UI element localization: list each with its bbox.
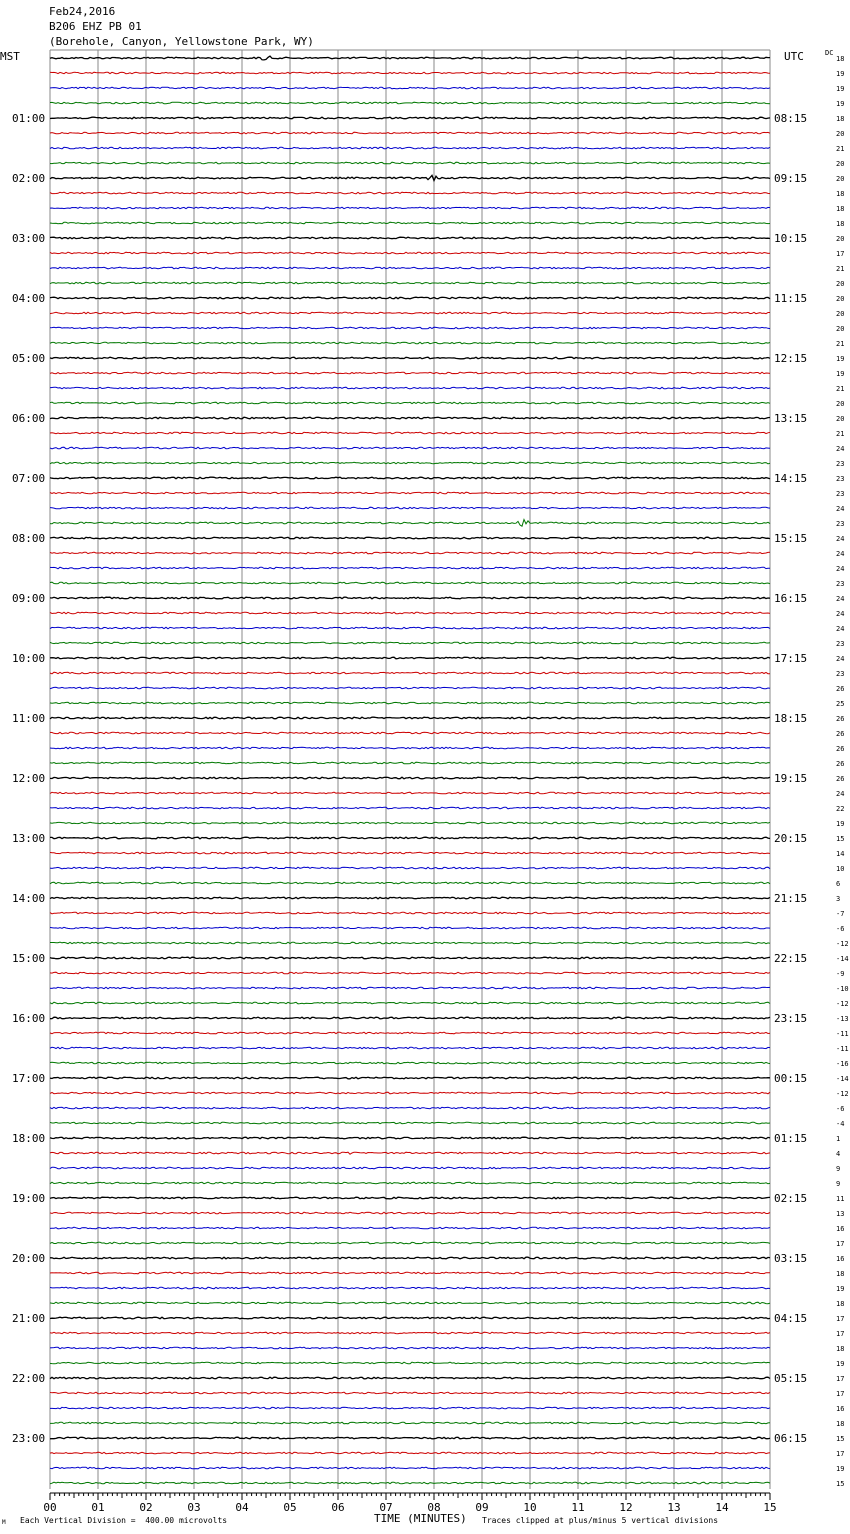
utc-hour-label: 09:15 — [774, 172, 808, 185]
utc-label: UTC — [784, 50, 804, 63]
trace-line — [50, 897, 770, 899]
trace-line — [50, 357, 770, 359]
mst-hour-label: 11:00 — [12, 712, 46, 725]
trace-line — [50, 1257, 770, 1259]
dc-offset-value: -6 — [836, 1105, 845, 1113]
dc-offset-value: 18 — [836, 1270, 845, 1278]
dc-offset-value: 23 — [836, 670, 845, 678]
trace-line — [50, 597, 770, 599]
dc-offset-value: 23 — [836, 580, 845, 588]
dc-offset-value: 23 — [836, 520, 845, 528]
mst-hour-label: 18:00 — [12, 1132, 46, 1145]
x-tick-label: 10 — [523, 1501, 537, 1514]
utc-hour-label: 08:15 — [774, 112, 808, 125]
trace-line — [50, 1047, 770, 1049]
trace-line — [50, 1137, 770, 1139]
trace-line — [50, 552, 770, 554]
mst-hour-label: 06:00 — [12, 412, 46, 425]
trace-line — [50, 1227, 770, 1229]
dc-offset-value: 1 — [836, 1135, 841, 1143]
station-code: B206 EHZ PB 01 — [49, 20, 142, 33]
x-tick-label: 04 — [235, 1501, 249, 1514]
trace-line — [50, 477, 770, 479]
dc-offset-value: 24 — [836, 445, 845, 453]
dc-offset-value: -14 — [836, 1075, 849, 1083]
dc-offset-value: 9 — [836, 1165, 841, 1173]
mst-hour-label: 08:00 — [12, 532, 46, 545]
dc-offset-value: 24 — [836, 655, 845, 663]
x-tick-label: 14 — [715, 1501, 729, 1514]
dc-offset-value: 23 — [836, 475, 845, 483]
trace-line — [50, 1122, 770, 1124]
trace-line — [50, 927, 770, 929]
trace-line — [50, 1167, 770, 1169]
dc-offset-value: 17 — [836, 1390, 845, 1398]
utc-hour-label: 14:15 — [774, 472, 808, 485]
trace-line — [50, 56, 770, 60]
trace-line — [50, 72, 770, 74]
dc-offset-value: 17 — [836, 1450, 845, 1458]
dc-offset-value: 19 — [836, 820, 845, 828]
trace-line — [50, 222, 770, 224]
dc-offset-value: 18 — [836, 1420, 845, 1428]
dc-offset-value: 24 — [836, 610, 845, 618]
dc-offset-value: 15 — [836, 835, 845, 843]
trace-line — [50, 657, 770, 659]
plot-date: Feb24,2016 — [49, 5, 116, 18]
dc-offset-value: 24 — [836, 505, 845, 513]
clipping-note: Traces clipped at plus/minus 5 vertical divisions — [482, 1516, 719, 1525]
dc-offset-value: 6 — [836, 880, 841, 888]
dc-offset-value: -9 — [836, 970, 845, 978]
mst-hour-label: 20:00 — [12, 1252, 46, 1265]
trace-line — [50, 267, 770, 269]
utc-hour-label: 22:15 — [774, 952, 808, 965]
mst-hour-label: 14:00 — [12, 892, 46, 905]
dc-offset-labels — [836, 55, 849, 1488]
utc-hour-label: 23:15 — [774, 1012, 808, 1025]
dc-offset-value: 22 — [836, 805, 845, 813]
trace-line — [50, 462, 770, 464]
utc-hour-label: 01:15 — [774, 1132, 808, 1145]
trace-line — [50, 447, 770, 449]
trace-line — [50, 342, 770, 344]
dc-offset-value: -4 — [836, 1120, 845, 1128]
mst-hour-label: 10:00 — [12, 652, 46, 665]
trace-line — [50, 282, 770, 284]
mst-hour-label: 05:00 — [12, 352, 46, 365]
trace-line — [50, 777, 770, 779]
trace-line — [50, 792, 770, 794]
utc-hour-label: 06:15 — [774, 1432, 808, 1445]
station-location: (Borehole, Canyon, Yellowstone Park, WY) — [49, 35, 314, 48]
dc-offset-value: -11 — [836, 1030, 849, 1038]
dc-offset-value: 17 — [836, 1375, 845, 1383]
trace-line — [50, 402, 770, 404]
utc-hour-label: 05:15 — [774, 1372, 808, 1385]
trace-line — [50, 852, 770, 854]
dc-offset-value: 21 — [836, 145, 845, 153]
dc-offset-value: 11 — [836, 1195, 845, 1203]
dc-offset-value: 19 — [836, 370, 845, 378]
dc-offset-value: 20 — [836, 160, 845, 168]
dc-offset-value: 20 — [836, 175, 845, 183]
dc-offset-value: 16 — [836, 1255, 845, 1263]
dc-offset-value: 18 — [836, 205, 845, 213]
trace-line — [50, 1422, 770, 1424]
dc-offset-value: -16 — [836, 1060, 849, 1068]
trace-line — [50, 702, 770, 704]
x-tick-label: 09 — [475, 1501, 489, 1514]
dc-offset-value: 20 — [836, 280, 845, 288]
trace-line — [50, 207, 770, 209]
dc-offset-value: 26 — [836, 745, 845, 753]
trace-line — [50, 612, 770, 614]
trace-line — [50, 642, 770, 644]
dc-offset-value: 18 — [836, 115, 845, 123]
dc-offset-value: 15 — [836, 1435, 845, 1443]
dc-offset-value: 19 — [836, 1465, 845, 1473]
dc-offset-value: 24 — [836, 565, 845, 573]
dc-offset-value: -7 — [836, 910, 845, 918]
mst-hour-label: 19:00 — [12, 1192, 46, 1205]
trace-line — [50, 627, 770, 629]
trace-line — [50, 582, 770, 584]
utc-hour-label: 12:15 — [774, 352, 808, 365]
dc-offset-value: 20 — [836, 325, 845, 333]
seismic-traces — [50, 56, 770, 1484]
x-tick-label: 05 — [283, 1501, 297, 1514]
dc-offset-value: 18 — [836, 1300, 845, 1308]
trace-line — [50, 1347, 770, 1349]
trace-line — [50, 1197, 770, 1199]
utc-hour-label: 13:15 — [774, 412, 808, 425]
dc-offset-value: 18 — [836, 190, 845, 198]
utc-hour-label: 02:15 — [774, 1192, 808, 1205]
trace-line — [50, 1377, 770, 1379]
dc-offset-value: 26 — [836, 730, 845, 738]
trace-line — [50, 732, 770, 734]
mst-hour-label: 13:00 — [12, 832, 46, 845]
trace-line — [50, 1032, 770, 1034]
trace-line — [50, 1017, 770, 1019]
dc-offset-value: 26 — [836, 760, 845, 768]
utc-hour-label: 15:15 — [774, 532, 808, 545]
dc-offset-value: -10 — [836, 985, 849, 993]
trace-line — [50, 237, 770, 239]
trace-line — [50, 297, 770, 299]
x-axis — [43, 1493, 776, 1514]
trace-line — [50, 175, 770, 180]
trace-line — [50, 492, 770, 494]
corner-mark: M — [2, 1519, 6, 1526]
trace-line — [50, 1287, 770, 1289]
dc-offset-value: 25 — [836, 700, 845, 708]
trace-line — [50, 867, 770, 869]
mst-hour-label: 22:00 — [12, 1372, 46, 1385]
trace-line — [50, 1302, 770, 1304]
trace-line — [50, 1272, 770, 1274]
dc-offset-value: 19 — [836, 1285, 845, 1293]
dc-label: DC — [825, 49, 834, 57]
dc-offset-value: -12 — [836, 940, 849, 948]
trace-line — [50, 537, 770, 539]
trace-line — [50, 1482, 770, 1484]
dc-offset-value: 24 — [836, 595, 845, 603]
dc-offset-value: 21 — [836, 340, 845, 348]
dc-offset-value: 18 — [836, 1345, 845, 1353]
x-tick-label: 12 — [619, 1501, 633, 1514]
dc-offset-value: 20 — [836, 130, 845, 138]
dc-offset-value: 15 — [836, 1480, 845, 1488]
trace-line — [50, 1182, 770, 1184]
trace-line — [50, 807, 770, 809]
trace-line — [50, 1152, 770, 1154]
dc-offset-value: 24 — [836, 790, 845, 798]
trace-line — [50, 520, 770, 527]
trace-line — [50, 1107, 770, 1109]
dc-offset-value: 17 — [836, 1240, 845, 1248]
trace-line — [50, 507, 770, 509]
mst-hour-label: 15:00 — [12, 952, 46, 965]
dc-offset-value: 21 — [836, 430, 845, 438]
dc-offset-value: 20 — [836, 295, 845, 303]
trace-line — [50, 957, 770, 959]
dc-offset-value: 20 — [836, 310, 845, 318]
trace-line — [50, 672, 770, 674]
trace-line — [50, 132, 770, 134]
trace-line — [50, 1242, 770, 1244]
utc-hour-label: 04:15 — [774, 1312, 808, 1325]
trace-line — [50, 387, 770, 389]
x-tick-label: 02 — [139, 1501, 153, 1514]
trace-line — [50, 192, 770, 194]
utc-hour-label: 11:15 — [774, 292, 808, 305]
trace-line — [50, 1467, 770, 1469]
trace-line — [50, 162, 770, 164]
mst-hour-label: 03:00 — [12, 232, 46, 245]
dc-offset-value: 20 — [836, 415, 845, 423]
trace-line — [50, 1362, 770, 1364]
trace-line — [50, 882, 770, 884]
x-tick-label: 03 — [187, 1501, 201, 1514]
trace-line — [50, 102, 770, 104]
trace-line — [50, 1002, 770, 1004]
utc-hour-label: 21:15 — [774, 892, 808, 905]
mst-hour-label: 16:00 — [12, 1012, 46, 1025]
dc-offset-value: 24 — [836, 625, 845, 633]
trace-line — [50, 762, 770, 764]
dc-offset-value: -6 — [836, 925, 845, 933]
mst-hour-label: 01:00 — [12, 112, 46, 125]
utc-hour-label: 16:15 — [774, 592, 808, 605]
dc-offset-value: 20 — [836, 235, 845, 243]
trace-line — [50, 87, 770, 89]
dc-offset-value: 20 — [836, 400, 845, 408]
utc-hour-label: 19:15 — [774, 772, 808, 785]
dc-offset-value: 4 — [836, 1150, 841, 1158]
dc-offset-value: 26 — [836, 775, 845, 783]
trace-line — [50, 1092, 770, 1094]
trace-line — [50, 987, 770, 989]
trace-line — [50, 567, 770, 569]
x-tick-label: 01 — [91, 1501, 105, 1514]
trace-line — [50, 912, 770, 914]
dc-offset-value: -13 — [836, 1015, 849, 1023]
dc-offset-value: 16 — [836, 1405, 845, 1413]
trace-line — [50, 327, 770, 329]
mst-hour-label: 23:00 — [12, 1432, 46, 1445]
x-tick-label: 07 — [379, 1501, 393, 1514]
trace-line — [50, 1212, 770, 1214]
dc-offset-value: 23 — [836, 640, 845, 648]
mst-hour-label: 02:00 — [12, 172, 46, 185]
x-tick-label: 00 — [43, 1501, 57, 1514]
dc-offset-value: 9 — [836, 1180, 841, 1188]
mst-hour-label: 17:00 — [12, 1072, 46, 1085]
trace-line — [50, 717, 770, 719]
x-tick-label: 13 — [667, 1501, 681, 1514]
trace-line — [50, 117, 770, 119]
dc-offset-value: -11 — [836, 1045, 849, 1053]
x-tick-label: 08 — [427, 1501, 441, 1514]
trace-line — [50, 972, 770, 974]
mst-hour-label: 07:00 — [12, 472, 46, 485]
trace-line — [50, 687, 770, 689]
utc-hour-label: 17:15 — [774, 652, 808, 665]
dc-offset-value: 19 — [836, 1360, 845, 1368]
dc-offset-value: 16 — [836, 1225, 845, 1233]
dc-offset-value: 19 — [836, 100, 845, 108]
vertical-scale-note: Each Vertical Division = 400.00 microvolts — [20, 1516, 228, 1525]
trace-line — [50, 1452, 770, 1454]
dc-offset-value: 14 — [836, 850, 845, 858]
dc-offset-value: 19 — [836, 85, 845, 93]
trace-line — [50, 432, 770, 434]
x-tick-label: 06 — [331, 1501, 345, 1514]
dc-offset-value: 24 — [836, 535, 845, 543]
mst-hour-label: 04:00 — [12, 292, 46, 305]
dc-offset-value: 23 — [836, 490, 845, 498]
trace-line — [50, 372, 770, 374]
dc-offset-value: 21 — [836, 385, 845, 393]
utc-hour-label: 03:15 — [774, 1252, 808, 1265]
dc-offset-value: -12 — [836, 1090, 849, 1098]
utc-hour-label: 20:15 — [774, 832, 808, 845]
trace-line — [50, 837, 770, 839]
trace-line — [50, 1077, 770, 1079]
dc-offset-value: 23 — [836, 460, 845, 468]
mst-hour-label: 09:00 — [12, 592, 46, 605]
dc-offset-value: 21 — [836, 265, 845, 273]
dc-offset-value: 17 — [836, 250, 845, 258]
dc-offset-value: -14 — [836, 955, 849, 963]
trace-line — [50, 747, 770, 749]
x-tick-label: 11 — [571, 1501, 585, 1514]
dc-offset-value: 18 — [836, 220, 845, 228]
trace-line — [50, 312, 770, 314]
mst-hour-label: 12:00 — [12, 772, 46, 785]
trace-line — [50, 1437, 770, 1439]
trace-line — [50, 252, 770, 254]
trace-line — [50, 1062, 770, 1064]
dc-offset-value: 19 — [836, 70, 845, 78]
utc-hour-label: 18:15 — [774, 712, 808, 725]
x-axis-title: TIME (MINUTES) — [374, 1512, 467, 1525]
dc-offset-value: 18 — [836, 55, 845, 63]
dc-offset-value: 13 — [836, 1210, 845, 1218]
dc-offset-value: -12 — [836, 1000, 849, 1008]
trace-line — [50, 1317, 770, 1319]
dc-offset-value: 24 — [836, 550, 845, 558]
dc-offset-value: 3 — [836, 895, 841, 903]
trace-line — [50, 942, 770, 944]
trace-line — [50, 417, 770, 419]
dc-offset-value: 26 — [836, 685, 845, 693]
dc-offset-value: 10 — [836, 865, 845, 873]
mst-label: MST — [0, 50, 20, 63]
x-tick-label: 15 — [763, 1501, 777, 1514]
trace-line — [50, 1332, 770, 1334]
mst-hour-label: 21:00 — [12, 1312, 46, 1325]
trace-line — [50, 1407, 770, 1409]
utc-hour-label: 10:15 — [774, 232, 808, 245]
utc-hour-label: 00:15 — [774, 1072, 808, 1085]
dc-offset-value: 17 — [836, 1315, 845, 1323]
dc-offset-value: 17 — [836, 1330, 845, 1338]
dc-offset-value: 19 — [836, 355, 845, 363]
dc-offset-value: 26 — [836, 715, 845, 723]
trace-line — [50, 1392, 770, 1394]
trace-line — [50, 147, 770, 149]
trace-line — [50, 822, 770, 824]
